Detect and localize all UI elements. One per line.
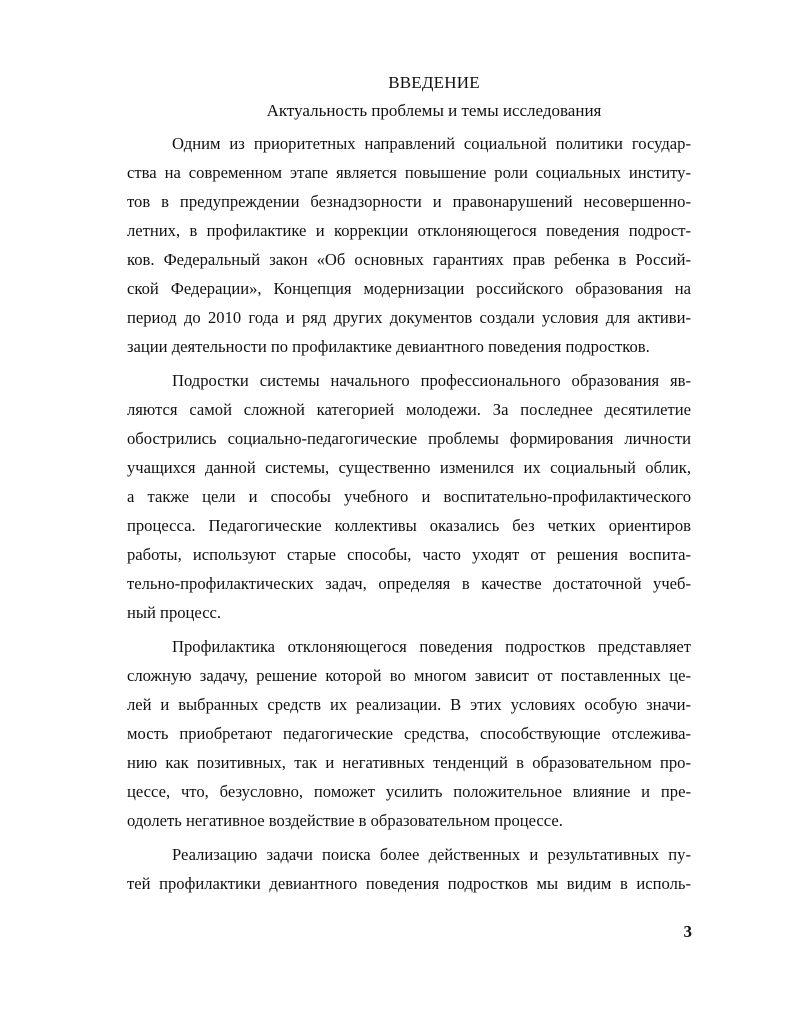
text-line: зации деятельности по профилактике девиантного поведения подростков. (127, 337, 650, 356)
text-line: Профилактика отклоняющегося поведения подростков представляет (172, 637, 691, 656)
text-line: лей и выбранных средств их реализации. В этих условиях особую значи- (127, 695, 691, 714)
text-line: цессе, что, безусловно, поможет усилить положительное влияние и пре- (127, 782, 691, 801)
text-line: учащихся данной системы, существенно изменился их социальный облик, (127, 458, 691, 477)
text-line: ков. Федеральный закон «Об основных гарантиях прав ребенка в Россий- (127, 250, 691, 269)
text-line: Реализацию задачи поиска более действенных и результативных пу- (172, 845, 691, 864)
text-line: ства на современном этапе является повышение роли социальных институ- (127, 163, 691, 182)
text-line: тов в предупреждении безнадзорности и правонарушений несовершенно- (127, 192, 691, 211)
text-line: летних, в профилактике и коррекции отклоняющегося поведения подрост- (127, 221, 691, 240)
text-line: ный процесс. (127, 603, 222, 622)
text-line: тельно-профилактических задач, определяя в качестве достаточной учеб- (127, 574, 691, 593)
text-line: а также цели и способы учебного и воспитательно-профилактического (127, 487, 691, 506)
page-number: 3 (683, 922, 692, 941)
text-line: нию как позитивных, так и негативных тенденций в образовательном про- (127, 753, 691, 772)
text-line: обострились социально-педагогические проблемы формирования личности (127, 429, 691, 448)
text-line: Одним из приоритетных направлений социальной политики государ- (172, 134, 691, 153)
page-title: ВВЕДЕНИЕ (388, 73, 480, 92)
text-line: ляются самой сложной категорией молодежи. За последнее десятилетие (127, 400, 691, 419)
text-line: мость приобретают педагогические средства, способствующие отслежива- (127, 724, 691, 743)
text-line: период до 2010 года и ряд других документов создали условия для активи- (127, 308, 691, 327)
text-line: ской Федерации», Концепция модернизации российского образования на (127, 279, 691, 298)
text-line: сложную задачу, решение которой во многом зависит от поставленных це- (127, 666, 691, 685)
text-line: тей профилактики девиантного поведения подростков мы видим в исполь- (127, 874, 691, 893)
text-line: Подростки системы начального профессионального образования яв- (172, 371, 691, 390)
text-line: работы, используют старые способы, часто уходят от решения воспита- (127, 545, 691, 564)
section-subtitle: Актуальность проблемы и темы исследования (266, 101, 602, 120)
text-line: одолеть негативное воздействие в образовательном процессе. (127, 811, 563, 830)
text-line: процесса. Педагогические коллективы оказались без четких ориентиров (127, 516, 691, 535)
